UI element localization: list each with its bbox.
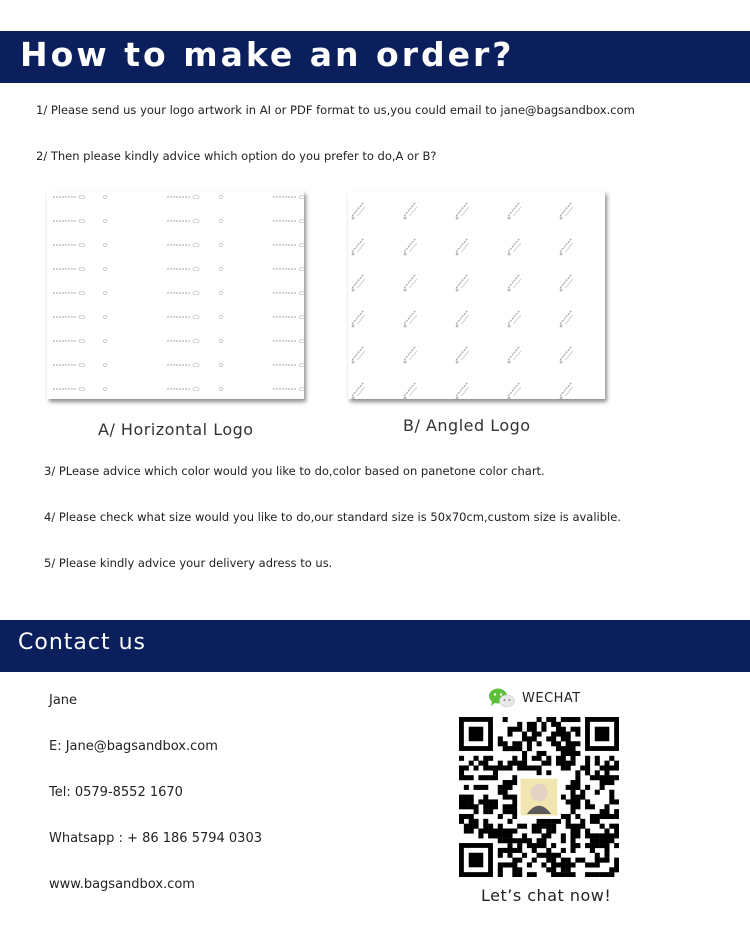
logo-repeat <box>455 310 471 328</box>
logo-repeat <box>273 363 304 367</box>
logo-repeat <box>559 310 575 328</box>
logo-repeat <box>403 202 419 220</box>
option-a-label: A/ Horizontal Logo <box>98 420 254 439</box>
logo-repeat <box>167 315 199 319</box>
wechat-label: WECHAT <box>522 690 581 706</box>
logo-repeat <box>403 382 419 399</box>
logo-repeat <box>403 310 419 328</box>
logo-repeat <box>507 346 523 364</box>
logo-repeat <box>351 202 367 220</box>
logo-repeat <box>53 315 85 319</box>
logo-repeat <box>103 243 106 246</box>
logo-repeat <box>273 339 304 343</box>
logo-repeat <box>455 238 471 256</box>
logo-repeat <box>273 387 304 391</box>
logo-repeat <box>273 291 304 295</box>
logo-repeat <box>219 315 222 318</box>
contact-header-band <box>0 620 750 672</box>
logo-repeat <box>273 315 304 319</box>
logo-repeat <box>559 238 575 256</box>
logo-repeat <box>455 346 471 364</box>
logo-repeat <box>351 238 367 256</box>
logo-repeat <box>351 382 367 399</box>
logo-repeat <box>273 195 304 199</box>
logo-repeat <box>53 363 85 367</box>
step-2: 2/ Then please kindly advice which option do you prefer to do,A or B? <box>36 149 437 163</box>
wechat-heading <box>488 688 581 708</box>
logo-repeat <box>167 243 199 247</box>
logo-repeat <box>103 267 106 270</box>
contact-name: Jane <box>49 693 78 708</box>
logo-repeat <box>559 382 575 399</box>
logo-repeat <box>273 243 304 247</box>
logo-repeat <box>273 219 304 223</box>
qr-finder-pattern <box>459 717 493 751</box>
logo-repeat <box>219 243 222 246</box>
step-5: 5/ Please kindly advice your delivery adress to us. <box>44 556 333 570</box>
logo-repeat <box>167 219 199 223</box>
logo-repeat <box>559 346 575 364</box>
wechat-icon <box>488 688 516 708</box>
logo-repeat <box>219 387 222 390</box>
contact-whatsapp: Whatsapp : + 86 186 5794 0303 <box>49 831 262 846</box>
logo-repeat <box>219 219 222 222</box>
logo-repeat <box>103 219 106 222</box>
logo-repeat <box>103 315 106 318</box>
logo-repeat <box>167 291 199 295</box>
logo-repeat <box>403 274 419 292</box>
logo-repeat <box>53 339 85 343</box>
logo-repeat <box>103 195 106 198</box>
logo-repeat <box>219 363 222 366</box>
logo-repeat <box>403 238 419 256</box>
qr-finder-pattern <box>585 717 619 751</box>
qr-avatar <box>517 775 561 819</box>
logo-repeat <box>507 310 523 328</box>
logo-repeat <box>53 291 85 295</box>
contact-title: Contact us <box>18 630 146 655</box>
logo-repeat <box>167 387 199 391</box>
logo-repeat <box>559 274 575 292</box>
logo-repeat <box>455 274 471 292</box>
chat-cta: Let’s chat now! <box>481 886 612 905</box>
wechat-qr-code[interactable] <box>459 717 619 877</box>
option-b-label: B/ Angled Logo <box>403 416 531 435</box>
logo-repeat <box>53 219 85 223</box>
logo-repeat <box>167 363 199 367</box>
contact-website[interactable]: www.bagsandbox.com <box>49 877 195 892</box>
logo-repeat <box>351 274 367 292</box>
step-1: 1/ Please send us your logo artwork in AI or PDF format to us,you could email to jane@bagsandbox.com <box>36 103 635 117</box>
page-header-band <box>0 31 750 83</box>
logo-repeat <box>53 267 85 271</box>
logo-repeat <box>351 346 367 364</box>
logo-repeat <box>53 243 85 247</box>
logo-repeat <box>103 291 106 294</box>
logo-repeat <box>167 339 199 343</box>
logo-repeat <box>219 195 222 198</box>
logo-repeat <box>219 267 222 270</box>
logo-repeat <box>103 363 106 366</box>
step-4: 4/ Please check what size would you like to do,our standard size is 50x70cm,custom size is avalible. <box>44 510 621 524</box>
logo-repeat <box>273 267 304 271</box>
logo-repeat <box>403 346 419 364</box>
logo-repeat <box>507 238 523 256</box>
logo-repeat <box>53 195 85 199</box>
step-3: 3/ PLease advice which color would you like to do,color based on panetone color chart. <box>44 464 545 478</box>
logo-repeat <box>53 387 85 391</box>
logo-repeat <box>507 382 523 399</box>
logo-repeat <box>167 267 199 271</box>
contact-tel: Tel: 0579-8552 1670 <box>49 785 183 800</box>
logo-repeat <box>559 202 575 220</box>
angled-logo-sample <box>348 191 605 399</box>
logo-repeat <box>219 291 222 294</box>
contact-email[interactable]: E: Jane@bagsandbox.com <box>49 739 218 754</box>
logo-repeat <box>167 195 199 199</box>
logo-repeat <box>103 339 106 342</box>
logo-repeat <box>507 202 523 220</box>
logo-repeat <box>103 387 106 390</box>
page-title: How to make an order? <box>20 35 515 74</box>
logo-repeat <box>455 202 471 220</box>
qr-finder-pattern <box>459 843 493 877</box>
logo-repeat <box>455 382 471 399</box>
logo-repeat <box>219 339 222 342</box>
logo-repeat <box>507 274 523 292</box>
logo-repeat <box>351 310 367 328</box>
horizontal-logo-sample <box>47 191 304 399</box>
